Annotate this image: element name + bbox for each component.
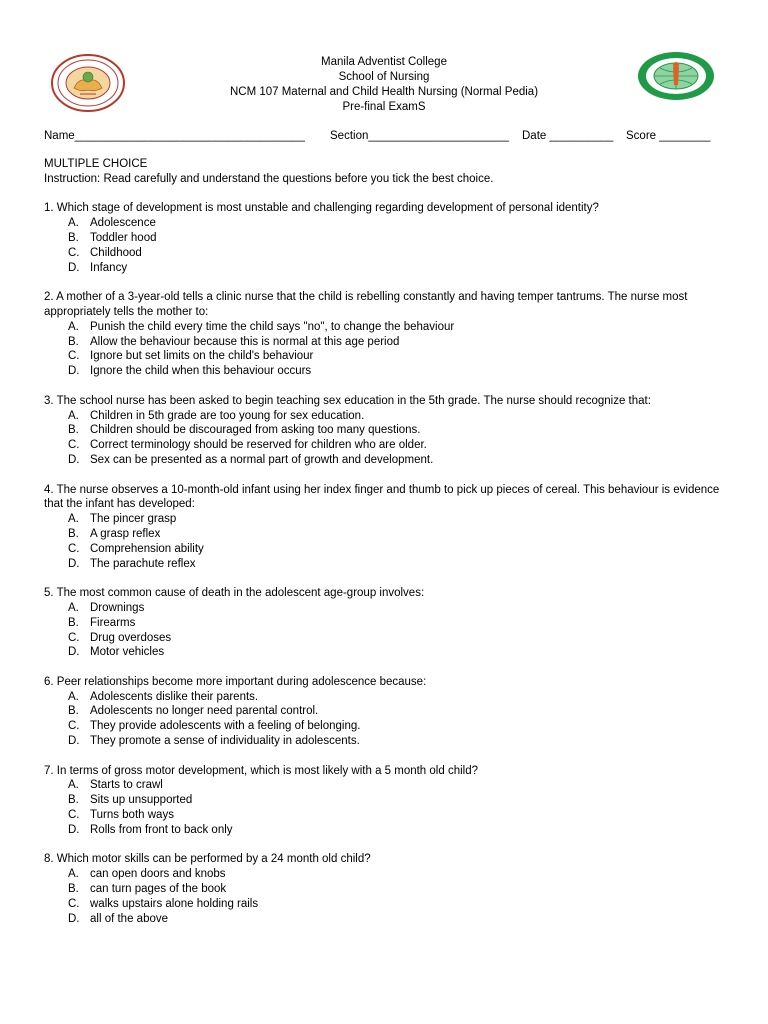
option-text: Drownings [90, 601, 145, 614]
option-d[interactable] [44, 645, 734, 660]
document-header [200, 55, 568, 115]
school-name: School of Nursing [338, 71, 430, 83]
option-text: Adolescents no longer need parental control. [90, 705, 319, 718]
question-text: 5. The most common cause of death in the adolescent age-group involves: [44, 587, 425, 600]
option-list [44, 867, 734, 926]
option-letter: D. [68, 453, 80, 466]
option-letter: C. [68, 246, 80, 259]
section-title: MULTIPLE CHOICE [44, 158, 148, 170]
instruction-text: Instruction: Read carefully and understand the questions before you tick the best choice. [44, 172, 494, 185]
option-letter: A. [68, 217, 79, 230]
option-letter: B. [68, 424, 79, 437]
question-1 [44, 201, 734, 275]
option-letter: C. [68, 897, 80, 910]
option-text: They provide adolescents with a feeling of belonging. [90, 720, 361, 733]
option-letter: D. [68, 261, 80, 274]
option-list [44, 320, 734, 379]
option-letter: A. [68, 320, 79, 333]
question-text: 3. The school nurse has been asked to begin teaching sex education in the 5th grade. The nurse should recognize that: [44, 394, 651, 407]
section-field[interactable]: Section______________________ [330, 130, 510, 142]
option-letter: B. [68, 883, 79, 896]
question-7 [44, 764, 734, 838]
option-letter: B. [68, 794, 79, 807]
option-letter: D. [68, 365, 80, 378]
option-letter: B. [68, 527, 79, 540]
student-info-row [44, 129, 734, 143]
option-text: Punish the child every time the child says "no", to change the behaviour [90, 320, 455, 333]
option-c[interactable] [44, 246, 734, 261]
question-text: 8. Which motor skills can be performed by a 24 month old child? [44, 853, 371, 866]
option-text: can turn pages of the book [90, 883, 227, 896]
option-d[interactable] [44, 912, 734, 927]
option-letter: A. [68, 409, 79, 422]
option-list [44, 601, 734, 660]
option-letter: D. [68, 646, 80, 659]
option-letter: C. [68, 350, 80, 363]
question-text: 1. Which stage of development is most unstable and challenging regarding development of personal identity? [44, 202, 599, 215]
option-letter: B. [68, 616, 79, 629]
option-text: The pincer grasp [90, 513, 177, 526]
question-5 [44, 586, 734, 660]
option-letter: D. [68, 823, 80, 836]
option-text: Sits up unsupported [90, 794, 193, 807]
option-text: The parachute reflex [90, 557, 196, 570]
option-text: walks upstairs alone holding rails [90, 897, 259, 910]
option-a[interactable] [44, 690, 734, 705]
option-a[interactable] [44, 867, 734, 882]
option-text: Firearms [90, 616, 136, 629]
option-text: Adolescence [90, 217, 156, 230]
option-letter: C. [68, 809, 80, 822]
option-text: Starts to crawl [90, 779, 163, 792]
option-letter: C. [68, 542, 80, 555]
college-seal-logo-left [50, 54, 126, 112]
option-letter: B. [68, 705, 79, 718]
option-text: Drug overdoses [90, 631, 172, 644]
option-c[interactable] [44, 438, 734, 453]
option-list [44, 512, 734, 571]
option-letter: D. [68, 912, 80, 925]
option-text: Ignore the child when this behaviour occurs [90, 365, 312, 378]
option-d[interactable] [44, 261, 734, 276]
option-list [44, 690, 734, 749]
option-text: Motor vehicles [90, 646, 165, 659]
option-text: Childhood [90, 246, 142, 259]
option-text: Correct terminology should be reserved for children who are older. [90, 439, 427, 452]
option-text: Adolescents dislike their parents. [90, 690, 259, 703]
option-text: Rolls from front to back only [90, 823, 233, 836]
option-b[interactable] [44, 423, 734, 438]
option-d[interactable] [44, 823, 734, 838]
option-b[interactable] [44, 793, 734, 808]
option-c[interactable] [44, 542, 734, 557]
question-text: 4. The nurse observes a 10-month-old infant using her index finger and thumb to pick up pieces of cereal. This behaviour is evidence that the infant has developed: [44, 483, 720, 511]
option-letter: C. [68, 439, 80, 452]
college-seal-logo-right [636, 51, 716, 101]
question-text: 6. Peer relationships become more important during adolescence because: [44, 675, 427, 688]
option-b[interactable] [44, 335, 734, 350]
option-b[interactable] [44, 527, 734, 542]
option-text: Ignore but set limits on the child's behaviour [90, 350, 314, 363]
exam-content [44, 157, 734, 941]
question-3 [44, 394, 734, 468]
option-letter: A. [68, 601, 79, 614]
question-text: 7. In terms of gross motor development, which is most likely with a 5 month old child? [44, 764, 478, 777]
question-4 [44, 483, 734, 572]
option-c[interactable] [44, 897, 734, 912]
option-letter: D. [68, 735, 80, 748]
option-b[interactable] [44, 882, 734, 897]
option-text: Toddler hood [90, 231, 157, 244]
option-b[interactable] [44, 616, 734, 631]
option-letter: A. [68, 513, 79, 526]
option-c[interactable] [44, 631, 734, 646]
question-6 [44, 675, 734, 749]
option-text: Turns both ways [90, 809, 174, 822]
option-a[interactable] [44, 601, 734, 616]
option-a[interactable] [44, 409, 734, 424]
option-letter: B. [68, 335, 79, 348]
option-c[interactable] [44, 719, 734, 734]
option-d[interactable] [44, 734, 734, 749]
option-text: all of the above [90, 912, 169, 925]
option-c[interactable] [44, 349, 734, 364]
option-text: can open doors and knobs [90, 868, 226, 881]
option-letter: A. [68, 690, 79, 703]
option-text: Infancy [90, 261, 128, 274]
option-letter: B. [68, 231, 79, 244]
date-field[interactable]: Date __________ [522, 130, 614, 142]
option-text: Comprehension ability [90, 542, 204, 555]
option-list [44, 216, 734, 275]
option-text: Sex can be presented as a normal part of growth and development. [90, 453, 434, 466]
option-a[interactable] [44, 778, 734, 793]
option-b[interactable] [44, 704, 734, 719]
college-name: Manila Adventist College [321, 56, 447, 68]
exam-title: Pre-final ExamS [342, 101, 426, 113]
option-c[interactable] [44, 808, 734, 823]
option-text: Children in 5th grade are too young for sex education. [90, 409, 365, 422]
option-a[interactable] [44, 320, 734, 335]
name-field[interactable]: Name____________________________________ [44, 130, 305, 142]
option-text: Allow the behaviour because this is normal at this age period [90, 335, 400, 348]
option-d[interactable] [44, 453, 734, 468]
option-letter: A. [68, 868, 79, 881]
option-letter: D. [68, 557, 80, 570]
option-text: They promote a sense of individuality in adolescents. [90, 735, 360, 748]
option-a[interactable] [44, 216, 734, 231]
question-list [44, 201, 734, 926]
course-title: NCM 107 Maternal and Child Health Nursing (Normal Pedia) [229, 86, 539, 98]
question-8 [44, 852, 734, 926]
question-text: 2. A mother of a 3-year-old tells a clinic nurse that the child is rebelling constantly and having temper tantrums. The nurse most appropriately tells the mother to: [44, 291, 688, 318]
question-2 [44, 290, 734, 379]
option-b[interactable] [44, 231, 734, 246]
option-letter: A. [68, 779, 79, 792]
option-list [44, 778, 734, 837]
option-a[interactable] [44, 512, 734, 527]
option-letter: C. [68, 720, 80, 733]
option-letter: C. [68, 631, 80, 644]
option-list [44, 409, 734, 468]
option-d[interactable] [44, 557, 734, 572]
score-field[interactable]: Score ________ [626, 130, 711, 142]
option-d[interactable] [44, 364, 734, 379]
option-text: A grasp reflex [90, 527, 161, 540]
option-text: Children should be discouraged from asking too many questions. [90, 424, 421, 437]
